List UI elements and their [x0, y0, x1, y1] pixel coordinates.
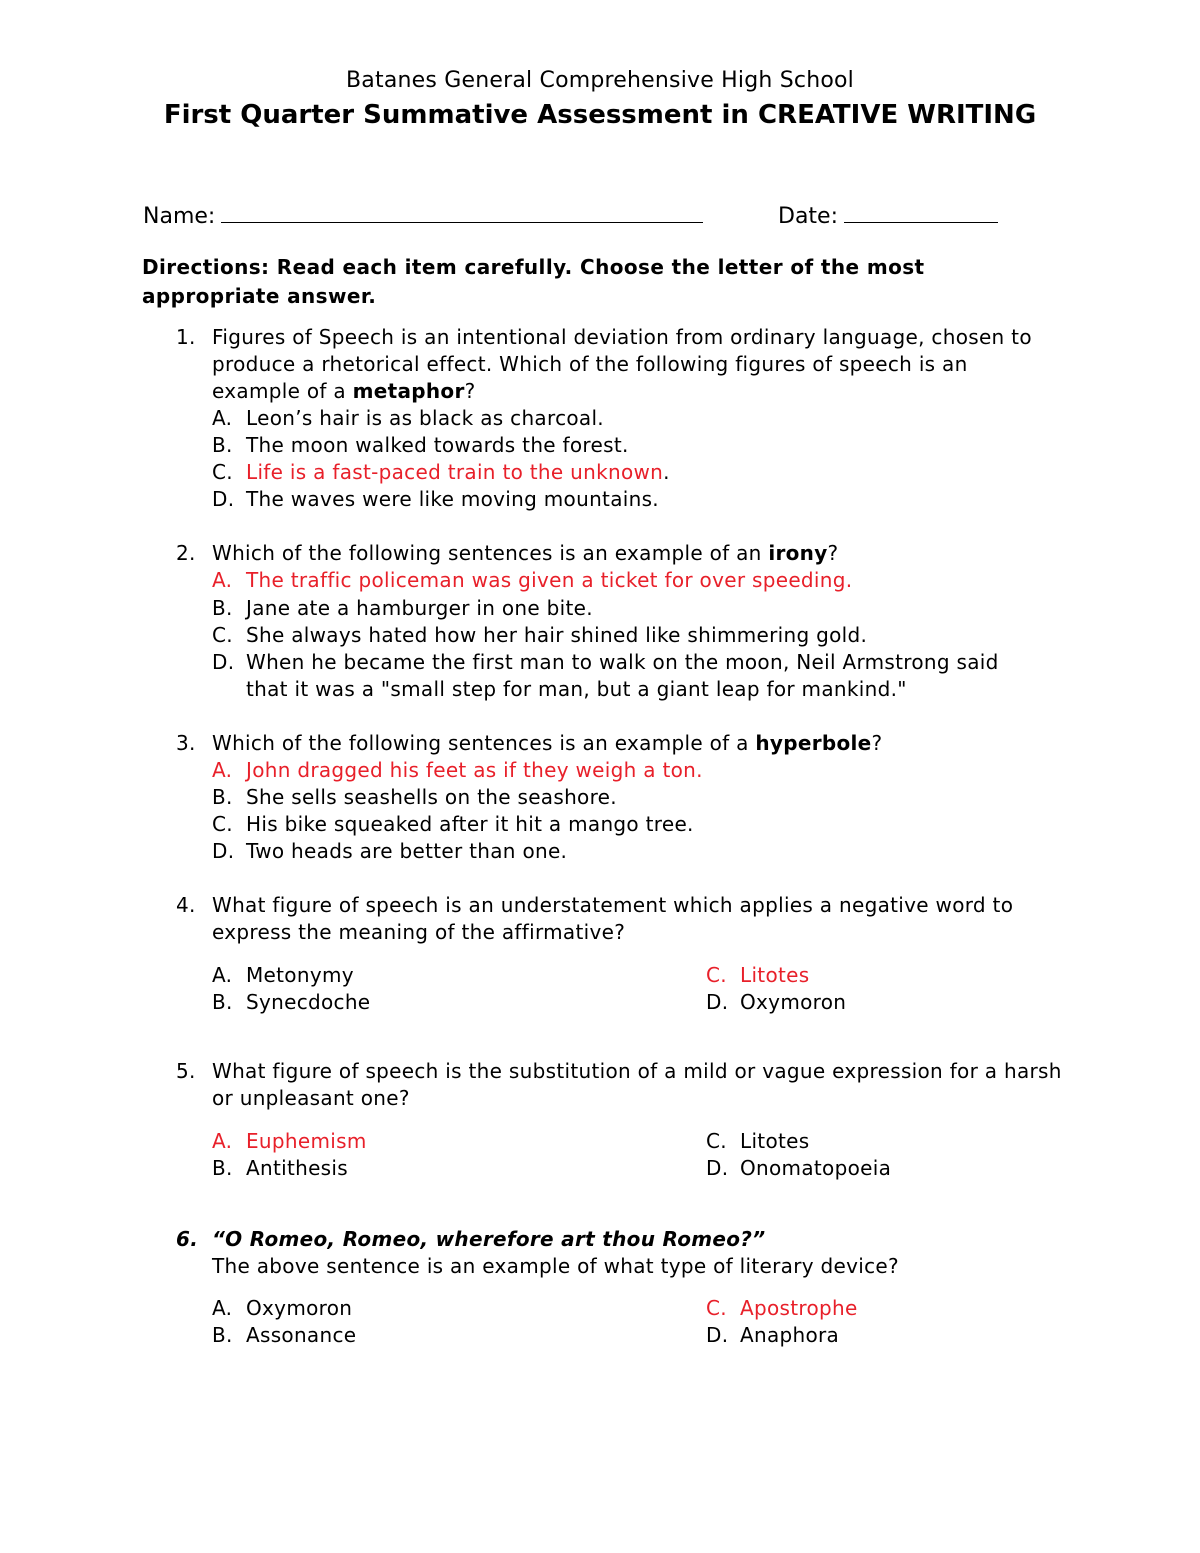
- option-5a-answer[interactable]: [212, 1128, 367, 1155]
- option-text: She always hated how her hair shined like shimmering gold.: [246, 623, 868, 647]
- option-text: Jane ate a hamburger in one bite.: [246, 596, 593, 620]
- option-3d[interactable]: [212, 838, 567, 865]
- option-letter: C.: [212, 460, 233, 484]
- option-1d[interactable]: [212, 486, 659, 513]
- option-letter: C.: [706, 963, 727, 987]
- option-text: John dragged his feet as if they weigh a ton.: [246, 758, 703, 782]
- option-6b[interactable]: [212, 1322, 356, 1349]
- option-text: Apostrophe: [740, 1296, 858, 1320]
- option-2a-answer[interactable]: [212, 567, 852, 594]
- stem-text: The above sentence is an example of what type of literary device?: [212, 1254, 899, 1278]
- option-text: Assonance: [246, 1323, 357, 1347]
- option-5c[interactable]: [706, 1128, 809, 1155]
- option-3c[interactable]: [212, 811, 694, 838]
- option-letter: C.: [706, 1296, 727, 1320]
- question-number: 4.: [176, 893, 196, 917]
- option-text: Oxymoron: [740, 990, 847, 1014]
- option-letter: C.: [212, 623, 233, 647]
- date-blank[interactable]: [844, 198, 998, 223]
- option-letter: D.: [212, 487, 235, 511]
- option-4b[interactable]: [212, 989, 370, 1016]
- option-letter: D.: [706, 990, 729, 1014]
- option-letter: D.: [212, 650, 235, 674]
- stem-punct: ?: [464, 379, 476, 403]
- option-6d[interactable]: [706, 1322, 839, 1349]
- page-title: First Quarter Summative Assessment in CREATIVE WRITING: [163, 100, 1037, 130]
- option-2d[interactable]: [212, 649, 1032, 703]
- option-4a[interactable]: [212, 962, 354, 989]
- school-name: Batanes General Comprehensive High School: [346, 68, 854, 93]
- option-letter: A.: [212, 758, 233, 782]
- option-letter: D.: [212, 839, 235, 863]
- stem-text: Which of the following sentences is an example of an: [212, 541, 769, 565]
- option-text: Litotes: [740, 963, 810, 987]
- date-label: Date:: [778, 204, 838, 229]
- question-number: 1.: [176, 325, 196, 349]
- question-stem: [212, 540, 1062, 567]
- option-text: Onomatopoeia: [740, 1156, 892, 1180]
- option-text: The moon walked towards the forest.: [246, 433, 629, 457]
- question-stem: What figure of speech is the substitution of a mild or vague expression for a harsh or unpleasant one?: [212, 1059, 1062, 1110]
- option-letter: D.: [706, 1323, 729, 1347]
- option-2b[interactable]: [212, 595, 593, 622]
- stem-keyword: irony: [768, 541, 828, 565]
- option-letter: A.: [212, 1129, 233, 1153]
- option-text: Euphemism: [246, 1129, 367, 1153]
- option-text: The traffic policeman was given a ticket for over speeding.: [246, 568, 853, 592]
- option-text: The waves were like moving mountains.: [246, 487, 659, 511]
- option-6a[interactable]: [212, 1295, 352, 1322]
- question-number: 5.: [176, 1059, 196, 1083]
- option-text: When he became the first man to walk on the moon, Neil Armstrong said that it was a "small step for man, but a giant leap for mankind.": [246, 650, 999, 701]
- option-text: Litotes: [740, 1129, 810, 1153]
- stem-punct: ?: [827, 541, 839, 565]
- option-3a-answer[interactable]: [212, 757, 703, 784]
- option-5d[interactable]: [706, 1155, 891, 1182]
- option-letter: B.: [212, 1156, 233, 1180]
- question-stem: [212, 324, 1062, 405]
- option-text: Life is a fast-paced train to the unknown: [246, 460, 664, 484]
- question-stem: [212, 730, 1062, 757]
- question-stem: [212, 1226, 1062, 1280]
- stem-punct: ?: [871, 731, 883, 755]
- option-letter: A.: [212, 406, 233, 430]
- option-letter: A.: [212, 1296, 233, 1320]
- option-letter: C.: [706, 1129, 727, 1153]
- option-1a[interactable]: [212, 405, 604, 432]
- option-text: Oxymoron: [246, 1296, 353, 1320]
- name-label: Name:: [143, 204, 216, 229]
- option-text: Two heads are better than one.: [246, 839, 568, 863]
- option-trail: .: [663, 460, 670, 484]
- option-text: Antithesis: [246, 1156, 348, 1180]
- option-letter: C.: [212, 812, 233, 836]
- option-6c-answer[interactable]: [706, 1295, 858, 1322]
- question-number: 2.: [176, 541, 196, 565]
- option-5b[interactable]: [212, 1155, 348, 1182]
- option-text: Metonymy: [246, 963, 354, 987]
- option-2c[interactable]: [212, 622, 867, 649]
- option-text: She sells seashells on the seashore.: [246, 785, 617, 809]
- option-letter: B.: [212, 433, 233, 457]
- name-field: [143, 198, 703, 229]
- option-letter: B.: [212, 596, 233, 620]
- question-stem: What figure of speech is an understatement which applies a negative word to express the meaning of the affirmative?: [212, 893, 1014, 944]
- option-text: His bike squeaked after it hit a mango tree.: [246, 812, 694, 836]
- directions: Directions: Read each item carefully. Choose the letter of the most appropriate answer.: [142, 255, 925, 308]
- option-text: Synecdoche: [246, 990, 371, 1014]
- option-1c-answer[interactable]: [212, 459, 670, 486]
- option-text: Leon’s hair is as black as charcoal.: [246, 406, 604, 430]
- stem-text: Which of the following sentences is an example of a: [212, 731, 756, 755]
- option-4c-answer[interactable]: [706, 962, 809, 989]
- stem-keyword: metaphor: [352, 379, 465, 403]
- option-letter: A.: [212, 963, 233, 987]
- option-letter: B.: [212, 785, 233, 809]
- option-letter: A.: [212, 568, 233, 592]
- option-4d[interactable]: [706, 989, 846, 1016]
- name-blank[interactable]: [221, 198, 703, 223]
- stem-keyword: hyperbole: [755, 731, 872, 755]
- question-number: 6.: [176, 1227, 199, 1251]
- stem-text: Figures of Speech is an intentional deviation from ordinary language, chosen to produce a rhetorical effect. Which of the following figures of speech is an example of a: [212, 325, 1032, 403]
- option-letter: B.: [212, 990, 233, 1014]
- question-quote: “O Romeo, Romeo, wherefore art thou Romeo?”: [212, 1227, 766, 1251]
- option-text: Anaphora: [740, 1323, 840, 1347]
- question-number: 3.: [176, 731, 196, 755]
- option-1b[interactable]: [212, 432, 629, 459]
- option-letter: D.: [706, 1156, 729, 1180]
- date-field: [778, 198, 998, 229]
- option-letter: B.: [212, 1323, 233, 1347]
- option-3b[interactable]: [212, 784, 617, 811]
